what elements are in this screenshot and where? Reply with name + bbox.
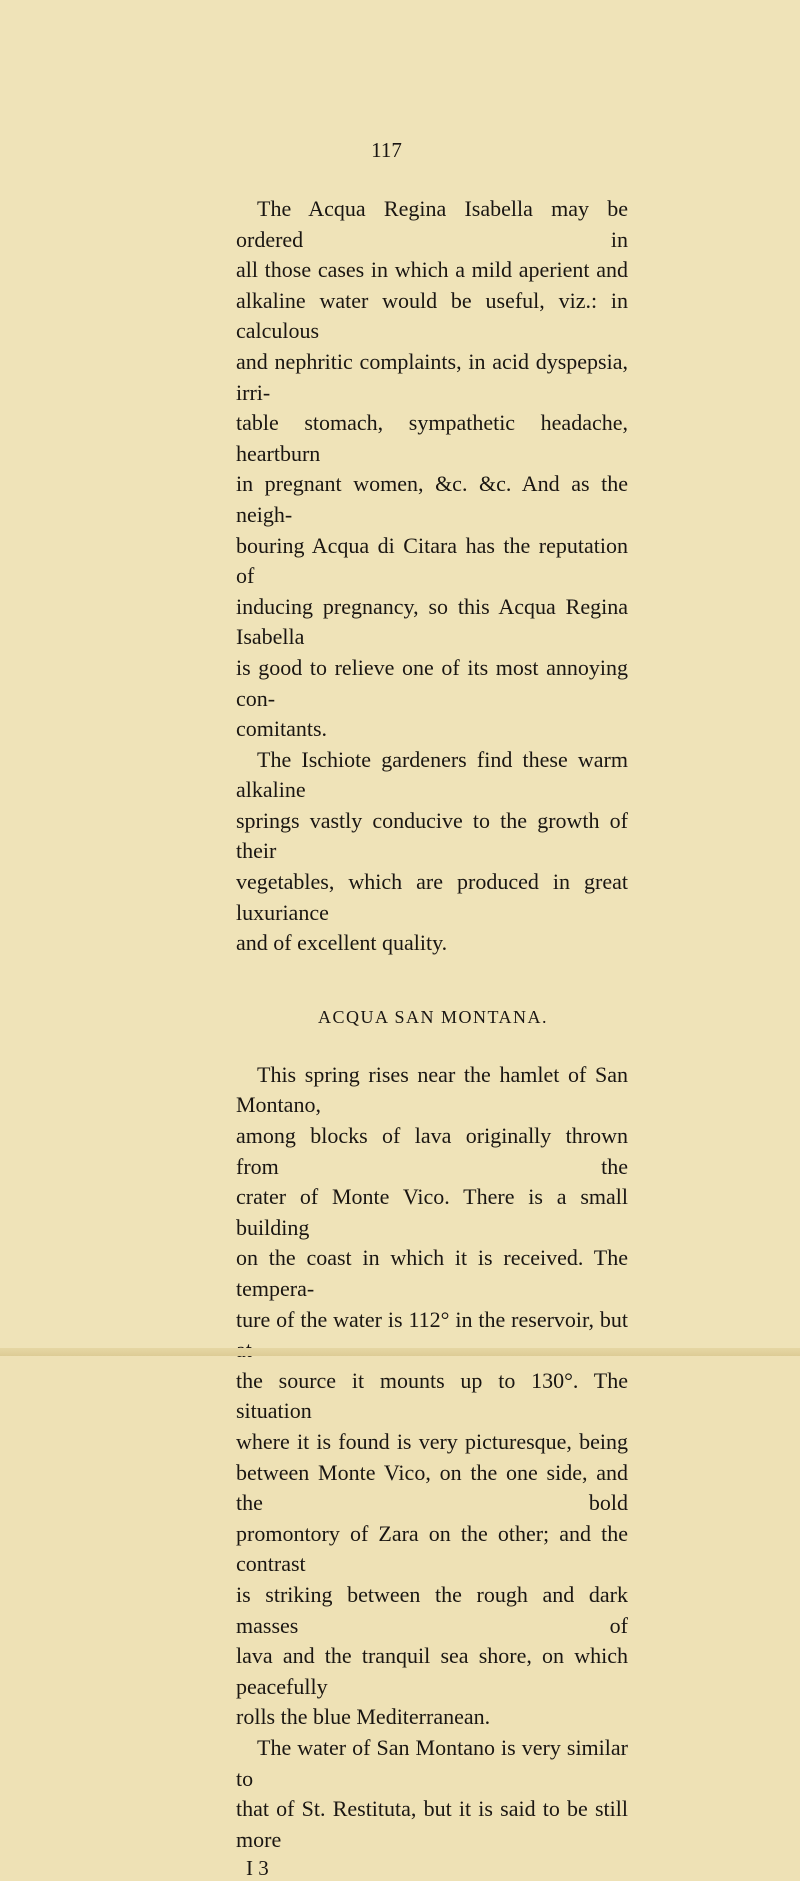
text-line: between Monte Vico, on the one side, and the bold — [236, 1459, 628, 1516]
text-line: The Acqua Regina Isabella may be ordered in — [236, 196, 628, 252]
paragraph-san-montano-end — [236, 1702, 628, 1733]
text-line: inducing pregnancy, so this Acqua Regina Isabella — [236, 593, 628, 650]
page-number: 117 — [371, 138, 402, 162]
paragraph-acqua-regina — [236, 194, 628, 286]
paragraph-acqua-regina-end — [236, 714, 628, 745]
text-line: rolls the blue Mediterranean. — [236, 1704, 491, 1730]
paragraph-similar-water-cont — [236, 1794, 628, 1855]
text-line: The Ischiote gardeners find these warm alkaline — [236, 746, 628, 803]
text-line: in pregnant women, &c. &c. And as the neigh- — [236, 471, 628, 527]
text-line: crater of Monte Vico. There is a small building — [236, 1184, 628, 1240]
paragraph-san-montano — [236, 1060, 628, 1121]
text-line: vegetables, which are produced in great luxuriance — [236, 869, 628, 925]
signature-mark: I 3 — [246, 1856, 269, 1881]
text-column — [236, 194, 628, 1881]
text-line: alkaline water would be useful, viz.: in calculous — [236, 287, 628, 344]
paragraph-ischiote-gardeners — [236, 745, 628, 806]
text-line: This spring rises near the hamlet of San Montano, — [236, 1061, 628, 1118]
text-line: is good to relieve one of its most annoying con- — [236, 654, 628, 711]
page-bottom-edge — [0, 1348, 800, 1356]
text-line: the source it mounts up to 130°. The situation — [236, 1367, 628, 1424]
text-line: table stomach, sympathetic headache, heartburn — [236, 410, 628, 466]
text-line: and of excellent quality. — [236, 930, 448, 956]
text-line: springs vastly conducive to the growth of their — [236, 807, 628, 864]
text-line: lava and the tranquil sea shore, on which peacefully — [236, 1643, 628, 1699]
text-line: bouring Acqua di Citara has the reputation of — [236, 532, 628, 589]
text-line: that of St. Restituta, but it is said to be still more — [236, 1796, 628, 1852]
text-line: where it is found is very picturesque, being — [236, 1428, 628, 1454]
section-heading: ACQUA SAN MONTANA. — [317, 1006, 549, 1027]
text-line: among blocks of lava originally thrown from the — [236, 1123, 628, 1179]
paragraph-acqua-regina-cont — [236, 286, 628, 714]
text-line: all those cases in which a mild aperient and — [236, 257, 628, 283]
text-line: is striking between the rough and dark masses of — [236, 1581, 628, 1638]
text-line: promontory of Zara on the other; and the contrast — [236, 1520, 628, 1577]
paragraph-ischiote-gardeners-cont — [236, 806, 628, 928]
paragraph-similar-water — [236, 1733, 628, 1794]
paragraph-san-montano-cont — [236, 1121, 628, 1702]
text-line: on the coast in which it is received. The tempera- — [236, 1245, 628, 1301]
paragraph-ischiote-gardeners-end — [236, 928, 628, 959]
text-line: ture of the water is 112° in the reservoir, but — [236, 1306, 628, 1332]
text-line: and nephritic complaints, in acid dyspepsia, irri- — [236, 348, 628, 405]
text-line: The water of San Montano is very similar to — [236, 1734, 628, 1791]
text-line: comitants. — [236, 716, 328, 742]
